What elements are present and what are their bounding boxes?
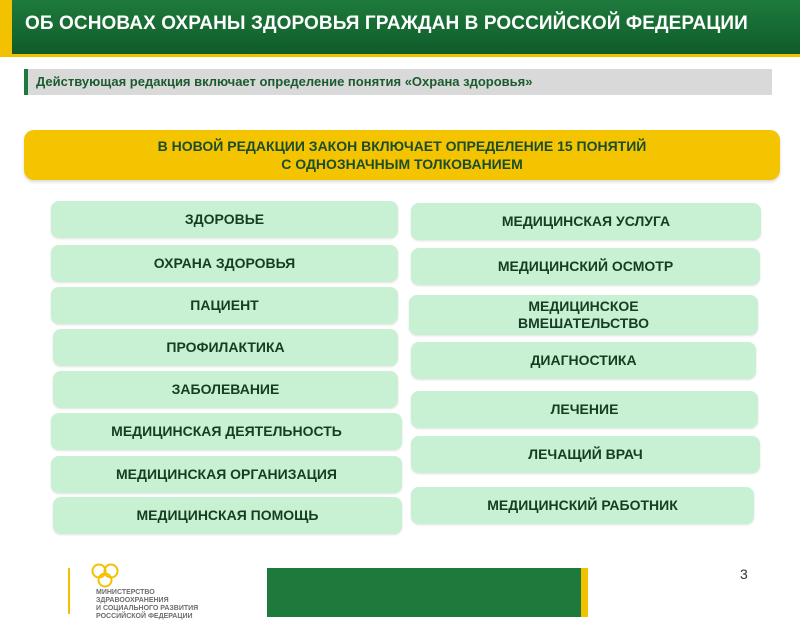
logo-line-2: ЗДРАВООХРАНЕНИЯ [96,597,169,604]
footer-yellow-stripe [581,568,588,617]
term-med-pomoshch: МЕДИЦИНСКАЯ ПОМОЩЬ [53,497,402,534]
term-lechenie: ЛЕЧЕНИЕ [411,391,758,428]
term-zdorovie: ЗДОРОВЬЕ [51,201,398,238]
term-profilaktika: ПРОФИЛАКТИКА [53,329,398,366]
header-accent [0,0,12,54]
term-patsient: ПАЦИЕНТ [51,287,398,324]
term-okhrana-zdorovia: ОХРАНА ЗДОРОВЬЯ [51,245,398,282]
term-med-usluga: МЕДИЦИНСКАЯ УСЛУГА [411,203,761,240]
slide-number: 3 [740,566,748,582]
term-med-osmotr: МЕДИЦИНСКИЙ ОСМОТР [411,248,760,285]
logo-line-4: РОССИЙСКОЙ ФЕДЕРАЦИИ [96,613,193,620]
logo-divider [68,568,70,614]
subtitle-text: Действующая редакция включает определение понятия «Охрана здоровья» [36,74,533,89]
term-zabolevanie: ЗАБОЛЕВАНИЕ [53,371,398,408]
term-med-organizatsiya: МЕДИЦИНСКАЯ ОРГАНИЗАЦИЯ [51,456,402,493]
term-lechashchiy-vrach: ЛЕЧАЩИЙ ВРАЧ [411,436,760,473]
banner-line-2: С ОДНОЗНАЧНЫМ ТОЛКОВАНИЕМ [281,156,523,172]
ministry-emblem-icon [91,562,121,588]
ministry-logo-text [96,589,198,621]
term-med-rabotnik: МЕДИЦИНСКИЙ РАБОТНИК [411,487,754,524]
term-med-vmeshatelstvo-label: МЕДИЦИНСКОЕ ВМЕШАТЕЛЬСТВО [518,298,649,331]
term-med-vmeshatelstvo [409,295,758,335]
highlight-banner [24,130,780,180]
term-med-deyatelnost: МЕДИЦИНСКАЯ ДЕЯТЕЛЬНОСТЬ [51,413,402,450]
logo-line-1: МИНИСТЕРСТВО [96,589,155,596]
page-title: ОБ ОСНОВАХ ОХРАНЫ ЗДОРОВЬЯ ГРАЖДАН В РОССИЙСКОЙ ФЕДЕРАЦИИ [25,13,748,34]
footer-green-block [267,568,581,617]
logo-line-3: И СОЦИАЛЬНОГО РАЗВИТИЯ [96,605,199,612]
banner-line-1: В НОВОЙ РЕДАКЦИИ ЗАКОН ВКЛЮЧАЕТ ОПРЕДЕЛЕНИЕ 15 ПОНЯТИЙ [157,138,647,154]
term-diagnostika: ДИАГНОСТИКА [411,342,756,379]
